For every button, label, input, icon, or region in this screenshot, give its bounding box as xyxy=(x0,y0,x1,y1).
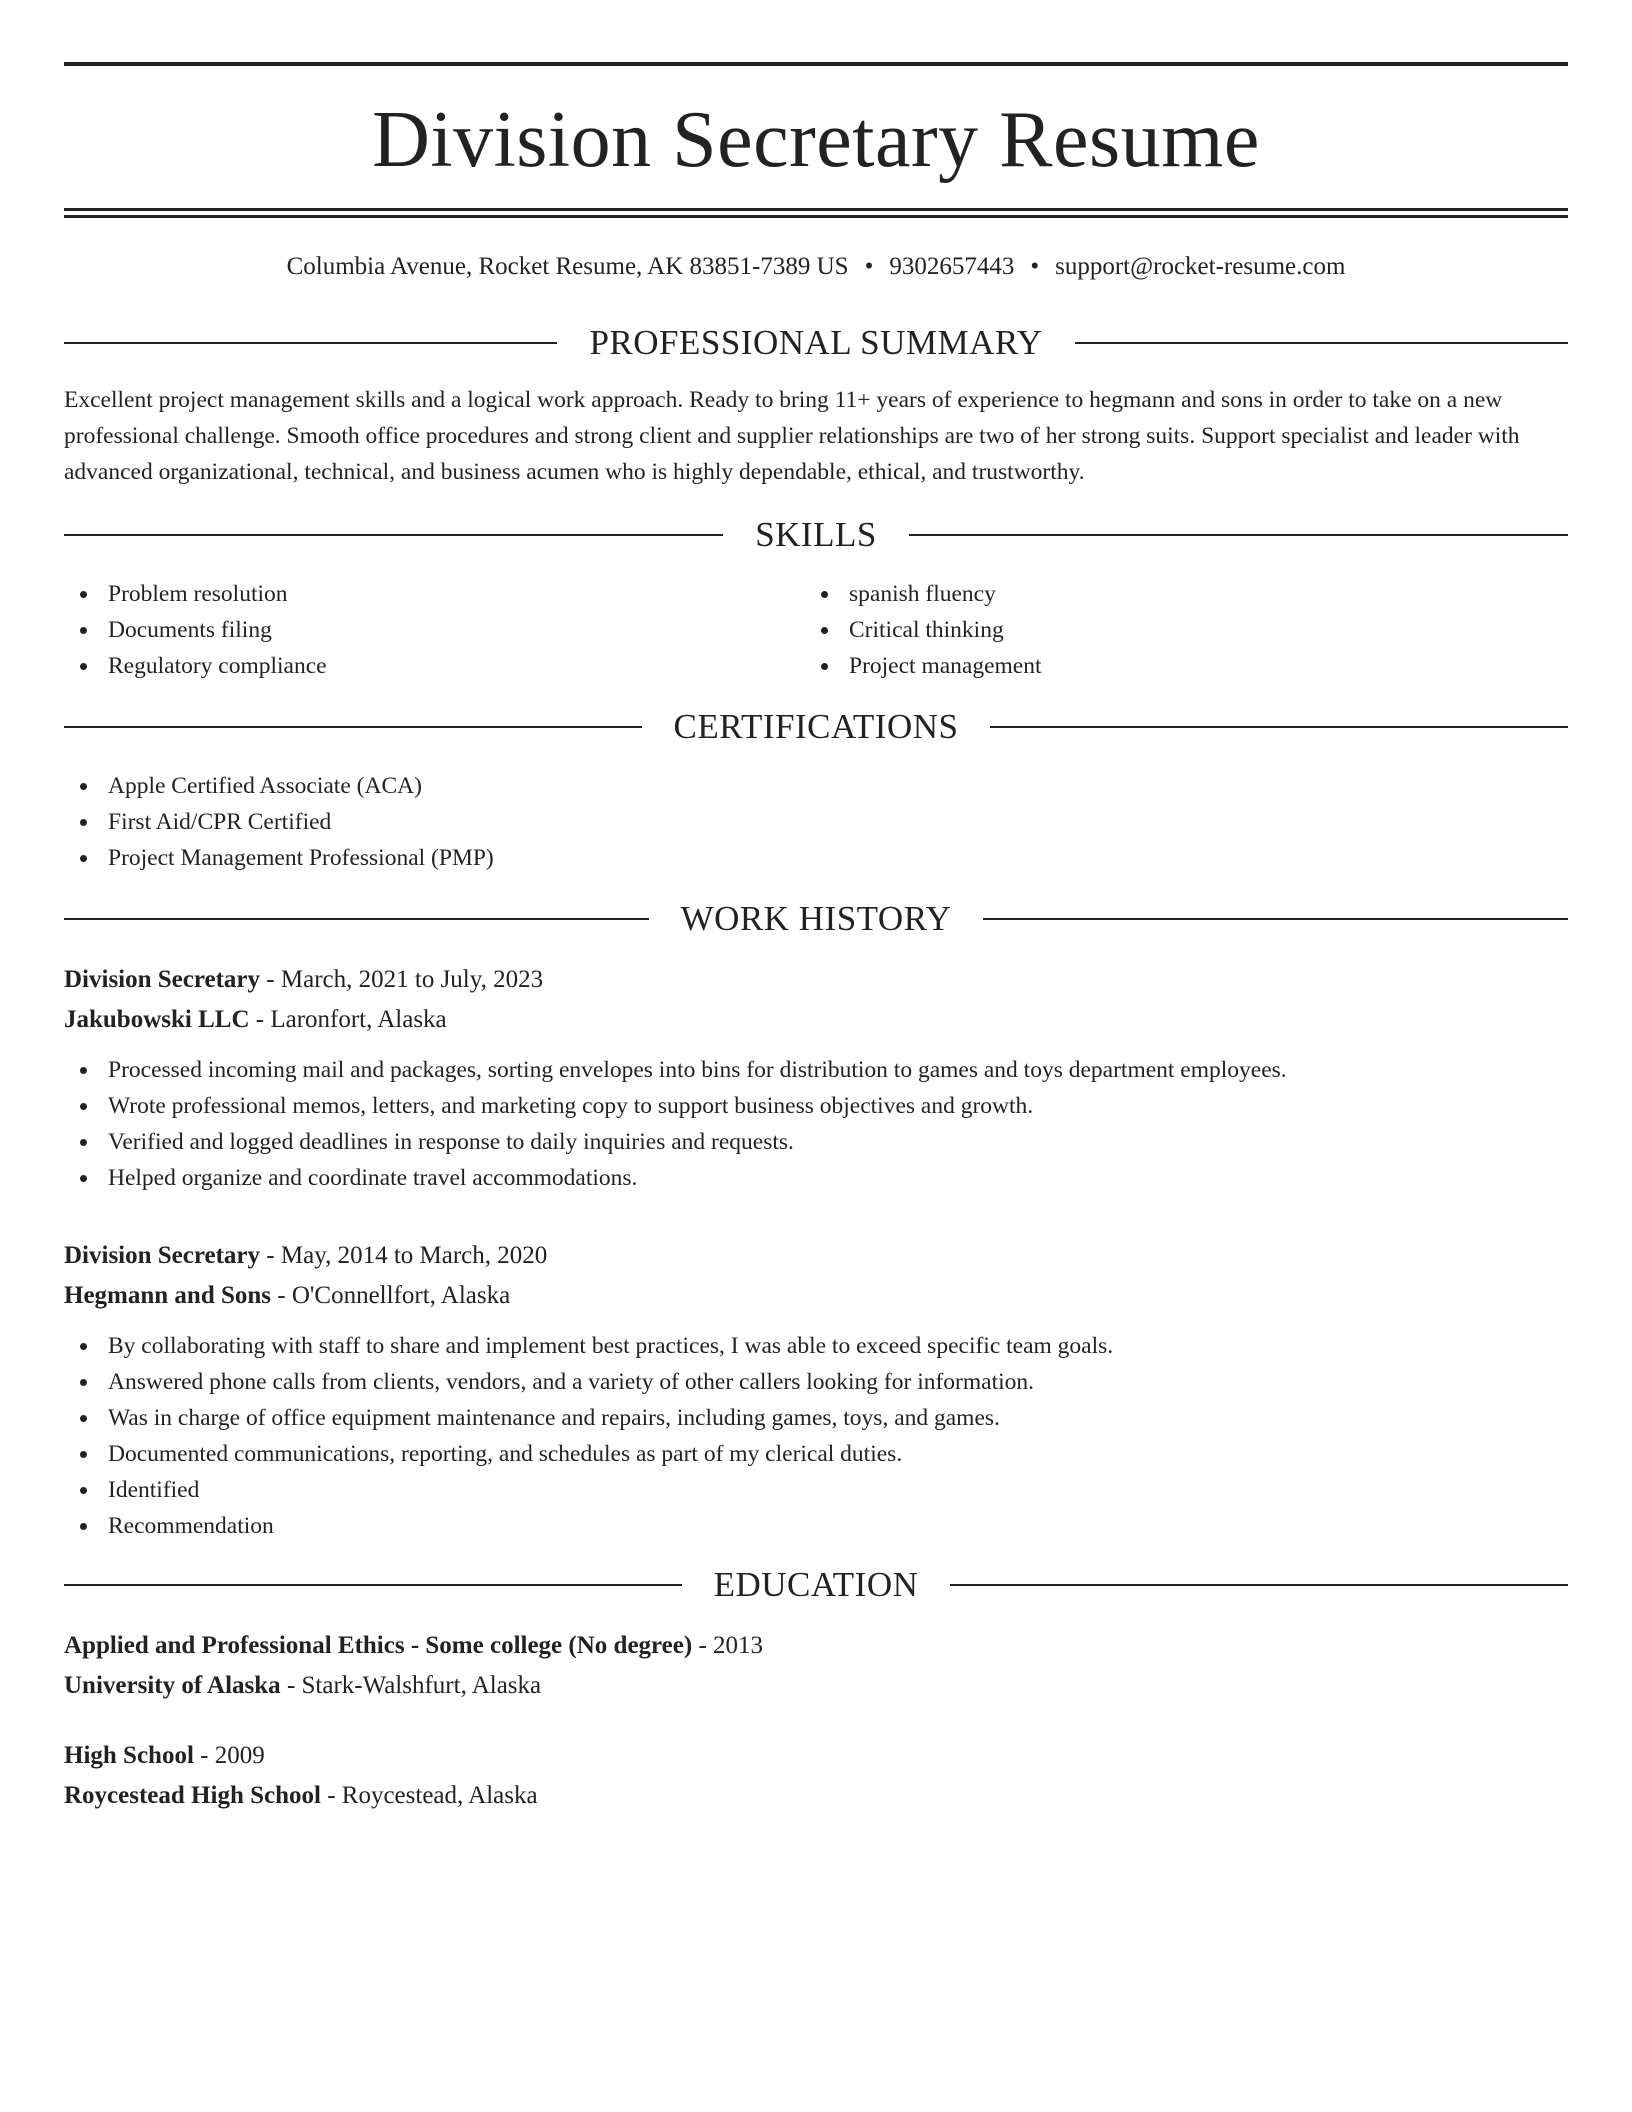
company-line xyxy=(64,1000,1568,1040)
section-title: PROFESSIONAL SUMMARY xyxy=(589,323,1043,362)
job-title: Division Secretary xyxy=(64,965,261,993)
heading-rule xyxy=(909,534,1568,536)
work-entry xyxy=(64,960,1568,1196)
top-rule xyxy=(64,62,1568,66)
section-heading-summary xyxy=(64,322,1568,364)
skills-column-right xyxy=(805,576,1546,684)
section-heading-skills xyxy=(64,514,1568,556)
list-item: Regulatory compliance xyxy=(64,648,805,684)
skills-list xyxy=(64,576,1568,684)
heading-rule xyxy=(983,918,1568,920)
section-title: EDUCATION xyxy=(713,1564,919,1604)
list-item: Identified xyxy=(64,1472,1568,1508)
list-item: Project management xyxy=(805,648,1546,684)
heading-rule xyxy=(64,726,642,728)
job-title-line xyxy=(64,960,1568,1000)
heading-rule xyxy=(1075,342,1568,344)
heading-rule xyxy=(990,726,1568,728)
job-bullets xyxy=(64,1052,1568,1196)
summary-text: Excellent project management skills and a logical work approach. Ready to bring 11+ years of experience to hegmann and sons in order to take on a new professional challenge. Smooth office procedures and strong client and supplier relationships are two of her strong suits. Support specialist and leader with advanced organizational, technical, and business acumen who is highly dependable, ethical, and trustworthy. xyxy=(64,387,1520,485)
school-location: - Stark-Walshfurt, Alaska xyxy=(280,1671,542,1699)
heading-rule xyxy=(64,342,557,344)
page-title: Division Secretary Resume xyxy=(372,96,1260,184)
title-double-rule xyxy=(64,208,1568,218)
list-item: Problem resolution xyxy=(64,576,805,612)
company-name: Jakubowski LLC xyxy=(64,1005,250,1033)
contact-separator: • xyxy=(1030,253,1040,280)
degree-line xyxy=(64,1626,1568,1666)
list-item: Documented communications, reporting, and schedules as part of my clerical duties. xyxy=(64,1436,1568,1472)
list-item: Project Management Professional (PMP) xyxy=(64,840,1568,876)
list-item: Apple Certified Associate (ACA) xyxy=(64,768,1568,804)
school-location: - Roycestead, Alaska xyxy=(320,1781,538,1809)
list-item: Documents filing xyxy=(64,612,805,648)
contact-phone: 9302657443 xyxy=(889,253,1015,280)
section-heading-certifications xyxy=(64,706,1568,748)
list-item: By collaborating with staff to share and implement best practices, I was able to exceed specific team goals. xyxy=(64,1328,1568,1364)
school-name: Roycestead High School xyxy=(64,1781,321,1809)
job-title: Division Secretary xyxy=(64,1241,261,1269)
list-item: Helped organize and coordinate travel accommodations. xyxy=(64,1160,1568,1196)
list-item: Verified and logged deadlines in response to daily inquiries and requests. xyxy=(64,1124,1568,1160)
degree-line xyxy=(64,1736,1568,1776)
job-bullets xyxy=(64,1328,1568,1544)
contact-email: support@rocket-resume.com xyxy=(1055,253,1346,280)
contact-line xyxy=(64,252,1568,282)
heading-rule xyxy=(64,534,723,536)
company-name: Hegmann and Sons xyxy=(64,1281,272,1309)
list-item: Processed incoming mail and packages, sorting envelopes into bins for distribution to games and toys department employees. xyxy=(64,1052,1568,1088)
school-name: University of Alaska xyxy=(64,1671,281,1699)
job-dates: - March, 2021 to July, 2023 xyxy=(260,965,544,993)
list-item: Recommendation xyxy=(64,1508,1568,1544)
school-line xyxy=(64,1666,1568,1706)
degree-year: - 2009 xyxy=(193,1741,265,1769)
education-entry xyxy=(64,1736,1568,1816)
section-heading-education xyxy=(64,1564,1568,1606)
job-title-line xyxy=(64,1236,1568,1276)
job-dates: - May, 2014 to March, 2020 xyxy=(260,1241,548,1269)
company-line xyxy=(64,1276,1568,1316)
certifications-list xyxy=(64,768,1568,876)
section-title: WORK HISTORY xyxy=(680,898,952,938)
list-item: Answered phone calls from clients, vendors, and a variety of other callers looking for information. xyxy=(64,1364,1568,1400)
skills-column-left xyxy=(64,576,805,684)
school-line xyxy=(64,1776,1568,1816)
list-item: spanish fluency xyxy=(805,576,1546,612)
education-entry xyxy=(64,1626,1568,1706)
company-location: - O'Connellfort, Alaska xyxy=(271,1281,511,1309)
work-entry xyxy=(64,1236,1568,1544)
degree-name: Applied and Professional Ethics - Some college (No degree) xyxy=(64,1631,693,1659)
degree-name: High School xyxy=(64,1741,194,1769)
contact-address: Columbia Avenue, Rocket Resume, AK 83851-7389 US xyxy=(286,253,849,280)
degree-year: - 2013 xyxy=(692,1631,764,1659)
list-item: First Aid/CPR Certified xyxy=(64,804,1568,840)
contact-separator: • xyxy=(864,253,874,280)
section-heading-work-history xyxy=(64,898,1568,940)
list-item: Wrote professional memos, letters, and marketing copy to support business objectives and growth. xyxy=(64,1088,1568,1124)
heading-rule xyxy=(64,918,649,920)
heading-rule xyxy=(950,1584,1568,1586)
heading-rule xyxy=(64,1584,682,1586)
section-title: CERTIFICATIONS xyxy=(673,706,959,746)
section-title: SKILLS xyxy=(755,514,877,554)
company-location: - Laronfort, Alaska xyxy=(249,1005,447,1033)
list-item: Was in charge of office equipment maintenance and repairs, including games, toys, and games. xyxy=(64,1400,1568,1436)
list-item: Critical thinking xyxy=(805,612,1546,648)
